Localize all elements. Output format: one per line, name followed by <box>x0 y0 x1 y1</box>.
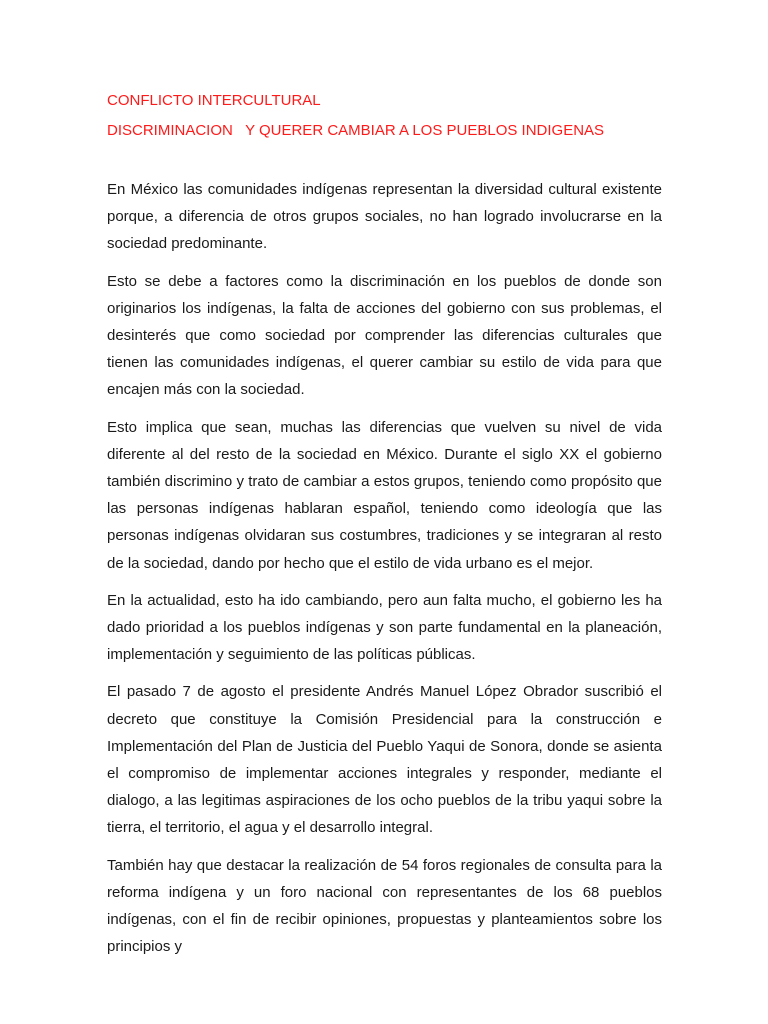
paragraph: También hay que destacar la realización de 54 foros regionales de consulta para la reforma indígena y un foro nacional con representantes de los 68 pueblos indígenas, con el fin de recibir opiniones, propuestas y planteamientos sobre los principios y <box>107 856 662 956</box>
paragraph: El pasado 7 de agosto el presidente Andrés Manuel López Obrador suscribió el decreto que constituye la Comisión Presidencial para la construcción e Implementación del Plan de Justicia del Pueblo Yaqui de Sonora, donde se asienta el compromiso de implementar acciones integrales y responder, mediante el dialogo, a las legitimas aspiraciones de los ocho pueblos de la tribu yaqui sobre la tierra, el territorio, el agua y el desarrollo integral. <box>107 683 662 837</box>
document-title: CONFLICTO INTERCULTURAL <box>107 92 321 109</box>
document-subtitle: DISCRIMINACION Y QUERER CAMBIAR A LOS PUEBLOS INDIGENAS <box>107 122 605 139</box>
document-content <box>107 90 662 960</box>
paragraph: Esto implica que sean, muchas las diferencias que vuelven su nivel de vida diferente al del resto de la sociedad en México. Durante el siglo XX el gobierno también discrimino y trato de cambiar a estos grupos, teniendo como propósito que las personas indígenas hablaran español, teniendo como ideología que las personas indígenas olvidaran sus costumbres, tradiciones y se integraran al resto de la sociedad, dando por hecho que el estilo de vida urbano es el mejor. <box>107 418 662 572</box>
paragraph: En la actualidad, esto ha ido cambiando, pero aun falta mucho, el gobierno les ha dado prioridad a los pueblos indígenas y son parte fundamental en la planeación, implementación y seguimiento de las políticas públicas. <box>107 591 662 664</box>
paragraph: Esto se debe a factores como la discriminación en los pueblos de donde son originarios los indígenas, la falta de acciones del gobierno con sus problemas, el desinterés que como sociedad por comprender las diferencias culturales que tienen las comunidades indígenas, el querer cambiar su estilo de vida para que encajen más con la sociedad. <box>107 272 662 399</box>
paragraph: En México las comunidades indígenas representan la diversidad cultural existente porque, a diferencia de otros grupos sociales, no han logrado involucrarse en la sociedad predominante. <box>107 181 662 253</box>
